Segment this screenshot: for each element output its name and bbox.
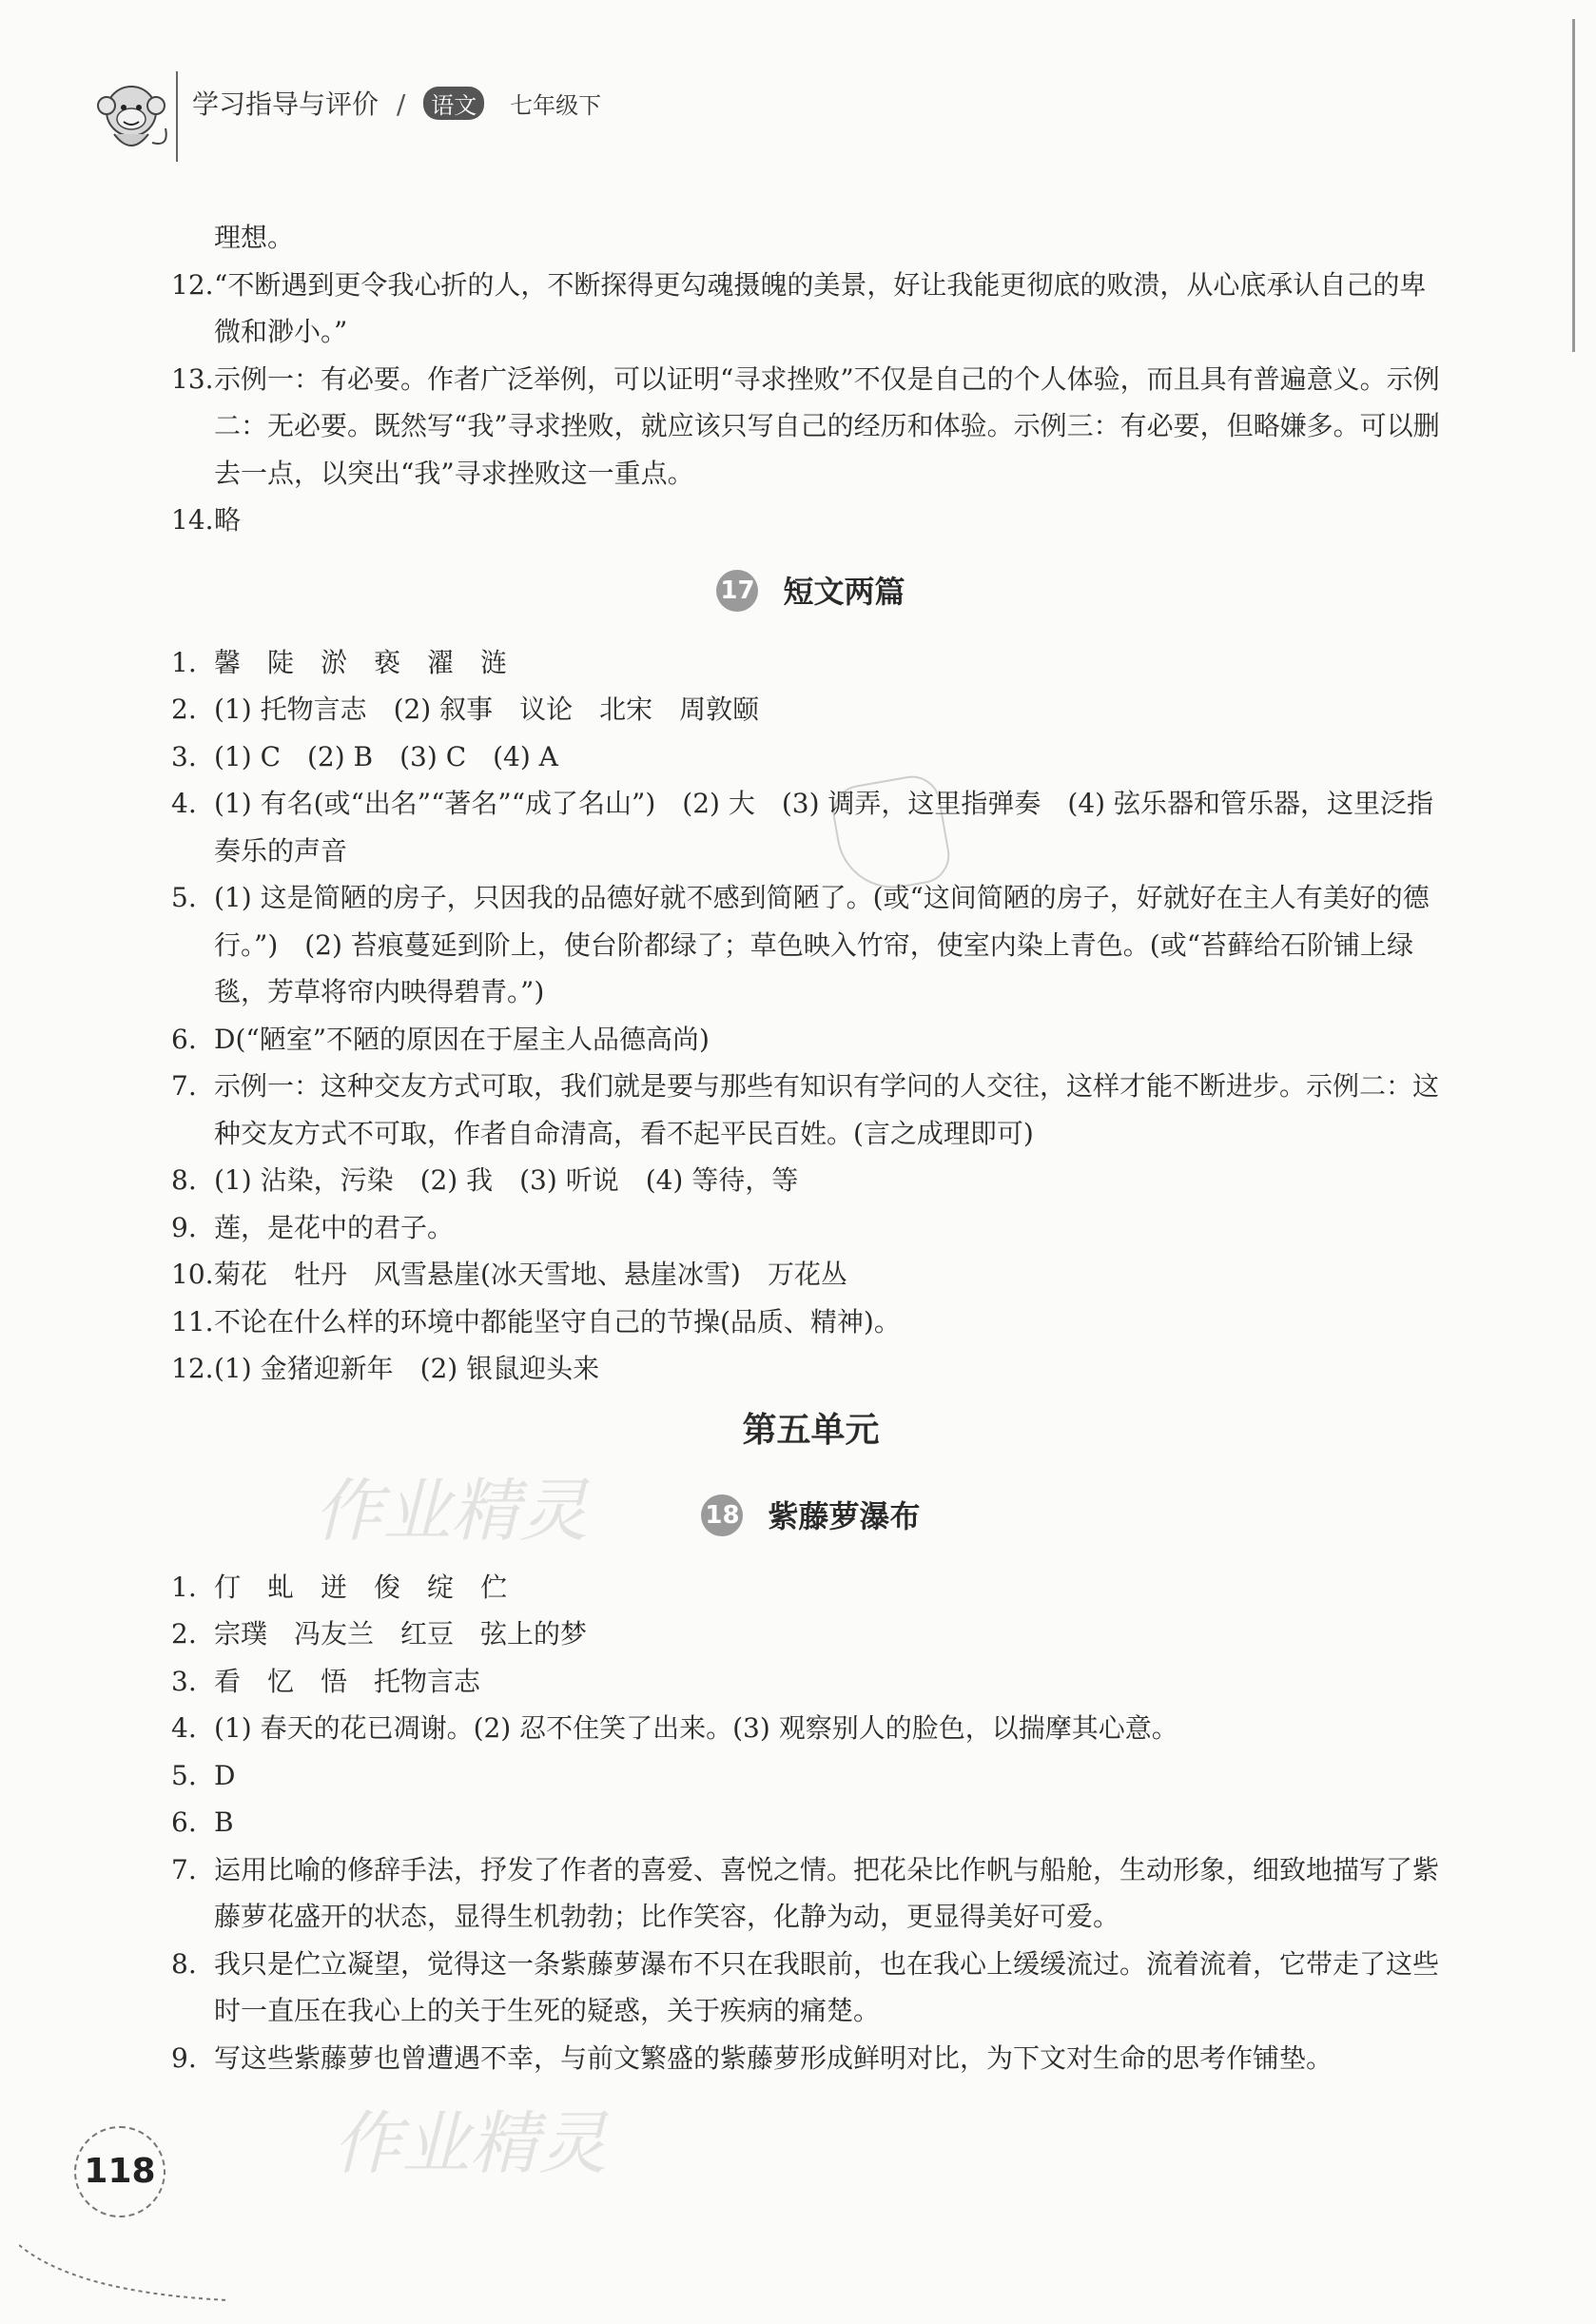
answer-number: 6. — [171, 1806, 197, 1838]
book-title: 学习指导与评价 — [192, 88, 380, 120]
subject-badge: 语文 — [423, 87, 484, 120]
answer-item — [171, 356, 1450, 498]
page-curve-decoration — [19, 2188, 228, 2302]
answer-text: (1) 沾染，污染 (2) 我 (3) 听说 (4) 等待，等 — [214, 1164, 799, 1196]
answer-number: 6. — [171, 1023, 197, 1055]
answer-text: 运用比喻的修辞手法，抒发了作者的喜爱、喜悦之情。把花朵比作帆与船舱，生动形象，细致地描写了紫藤萝花盛开的状态，显得生机勃勃；比作笑容，化静为动，更显得美好可爱。 — [214, 1853, 1440, 1932]
lesson-title — [171, 544, 1450, 639]
answer-number: 8. — [171, 1947, 197, 1980]
answer-text: D — [214, 1759, 236, 1791]
lesson-title — [171, 1469, 1450, 1564]
answer-number: 3. — [171, 1665, 197, 1697]
answer-number: 5. — [171, 882, 197, 913]
answer-number: 7. — [171, 1070, 197, 1102]
header-divider — [176, 71, 178, 162]
answer-number: 4. — [171, 788, 197, 819]
answer-item — [171, 214, 1450, 262]
lesson-title-text: 短文两篇 — [783, 573, 905, 610]
answer-text: B — [214, 1806, 234, 1838]
answer-number: 9. — [171, 2041, 197, 2074]
answer-number: 2. — [171, 1618, 197, 1650]
answer-item — [171, 1157, 1450, 1204]
answer-text: (1) 这是简陋的房子，只因我的品德好就不感到简陋了。(或“这间简陋的房子，好就好在主人有美好的德行。”) (2) 苔痕蔓延到阶上，使台阶都绿了；草色映入竹帘，使室内染上青色。(或“苔藓给石阶铺上绿毯，芳草将帘内映得碧青。”) — [214, 882, 1430, 1007]
answer-item — [171, 1564, 1450, 1611]
answer-item — [171, 874, 1450, 1016]
watermark: 作业精灵 — [314, 1471, 589, 1551]
answer-text: 莲，是花中的君子。 — [214, 1211, 455, 1243]
answer-text: (1) 有名(或“出名”“著名”“成了名山”) (2) 大 (3) 调弄，这里指弹奏 (4) 弦乐器和管乐器，这里泛指奏乐的声音 — [214, 788, 1433, 867]
answer-text: 宗璞 冯友兰 红豆 弦上的梦 — [214, 1618, 588, 1650]
answer-text: 示例一：有必要。作者广泛举例，可以证明“寻求挫败”不仅是自己的个人体验，而且具有普遍意义。示例二：无必要。既然写“我”寻求挫败，就应该只写自己的经历和体验。示例三：有必要，但略嫌多。可以删去一点，以突出“我”寻求挫败这一重点。 — [214, 362, 1440, 489]
answer-item — [171, 1799, 1450, 1846]
answer-item — [171, 1705, 1450, 1752]
page-edge-mark — [1572, 19, 1575, 352]
page-header — [86, 67, 1417, 171]
answer-text: (1) 春天的花已凋谢。(2) 忍不住笑了出来。(3) 观察别人的脸色，以揣摩其心意。 — [214, 1712, 1178, 1744]
answer-text: 看 忆 悟 托物言志 — [214, 1665, 481, 1697]
answer-number: 11. — [171, 1305, 214, 1338]
answer-number: 4. — [171, 1712, 197, 1744]
answer-text: 示例一：这种交友方式可取，我们就是要与那些有知识有学问的人交往，这样才能不断进步。示例二：这种交友方式不可取，作者自命清高，看不起平民百姓。(言之成理即可) — [214, 1070, 1440, 1149]
header-slash: / — [396, 88, 406, 120]
answer-number: 12. — [171, 1353, 214, 1384]
answer-number: 7. — [171, 1853, 197, 1885]
answer-item — [171, 2035, 1450, 2082]
answer-text: (1) C (2) B (3) C (4) A — [214, 740, 558, 772]
answer-number: 1. — [171, 1571, 197, 1603]
answer-number: 9. — [171, 1211, 197, 1243]
answer-item — [171, 1299, 1450, 1346]
answer-text: “不断遇到更令我心折的人，不断探得更勾魂摄魄的美景，好让我能更彻底的败溃，从心底承认自己的卑微和渺小。” — [214, 268, 1427, 347]
answer-item — [171, 1345, 1450, 1393]
answer-text: D(“陋室”不陋的原因在于屋主人品德高尚) — [214, 1023, 710, 1055]
answer-number: 12. — [171, 268, 214, 301]
answer-number: 13. — [171, 362, 214, 395]
answer-text: 仃 虬 迸 俊 绽 伫 — [214, 1571, 508, 1603]
answer-number: 3. — [171, 740, 197, 772]
answer-item — [171, 1658, 1450, 1706]
answer-text: 菊花 牡丹 风雪悬崖(冰天雪地、悬崖冰雪) 万花丛 — [214, 1259, 847, 1290]
answer-text: 不论在什么样的环境中都能坚守自己的节操(品质、精神)。 — [214, 1305, 901, 1338]
answer-content — [171, 214, 1450, 2081]
answer-text: (1) 金猪迎新年 (2) 银鼠迎头来 — [214, 1353, 600, 1384]
answer-item — [171, 1941, 1450, 2035]
answer-item — [171, 262, 1450, 356]
answer-number: 5. — [171, 1759, 197, 1791]
answer-text: 略 — [214, 504, 242, 536]
lesson-number-badge: 17 — [716, 570, 758, 612]
watermark: 作业精灵 — [333, 2103, 608, 2183]
lesson-title-text: 紫藤萝瀑布 — [768, 1497, 921, 1534]
answer-item — [171, 497, 1450, 544]
answer-item — [171, 1251, 1450, 1299]
answer-number: 10. — [171, 1259, 214, 1290]
grade-label: 七年级下 — [510, 92, 602, 119]
answer-text: 写这些紫藤萝也曾遭遇不幸，与前文繁盛的紫藤萝形成鲜明对比，为下文对生命的思考作铺垫。 — [214, 2041, 1333, 2074]
answer-item — [171, 733, 1450, 781]
answer-item — [171, 1016, 1450, 1064]
lesson-number-badge: 18 — [701, 1494, 743, 1536]
page-number: 118 — [74, 2126, 165, 2217]
answer-number: 8. — [171, 1164, 197, 1196]
unit-title: 第五单元 — [742, 1410, 880, 1450]
answer-item — [171, 1846, 1450, 1941]
answer-item — [171, 1611, 1450, 1658]
answer-item — [171, 639, 1450, 687]
answer-text: 我只是伫立凝望，觉得这一条紫藤萝瀑布不只在我眼前，也在我心上缓缓流过。流着流着，它带走了这些时一直压在我心上的关于生死的疑惑，关于疾病的痛楚。 — [214, 1947, 1440, 2026]
answer-text: 理想。 — [214, 222, 295, 253]
answer-number: 2. — [171, 693, 197, 725]
answer-item — [171, 780, 1450, 874]
answer-item — [171, 1752, 1450, 1800]
answer-number: 1. — [171, 646, 197, 678]
monkey-mascot-icon — [86, 71, 176, 162]
answer-item — [171, 1063, 1450, 1157]
header-title-bar — [192, 84, 601, 122]
answer-item — [171, 1204, 1450, 1252]
answer-number: 14. — [171, 504, 214, 536]
answer-text: (1) 托物言志 (2) 叙事 议论 北宋 周敦颐 — [214, 693, 760, 725]
answer-text: 馨 陡 淤 亵 濯 涟 — [214, 646, 508, 678]
answer-item — [171, 686, 1450, 733]
